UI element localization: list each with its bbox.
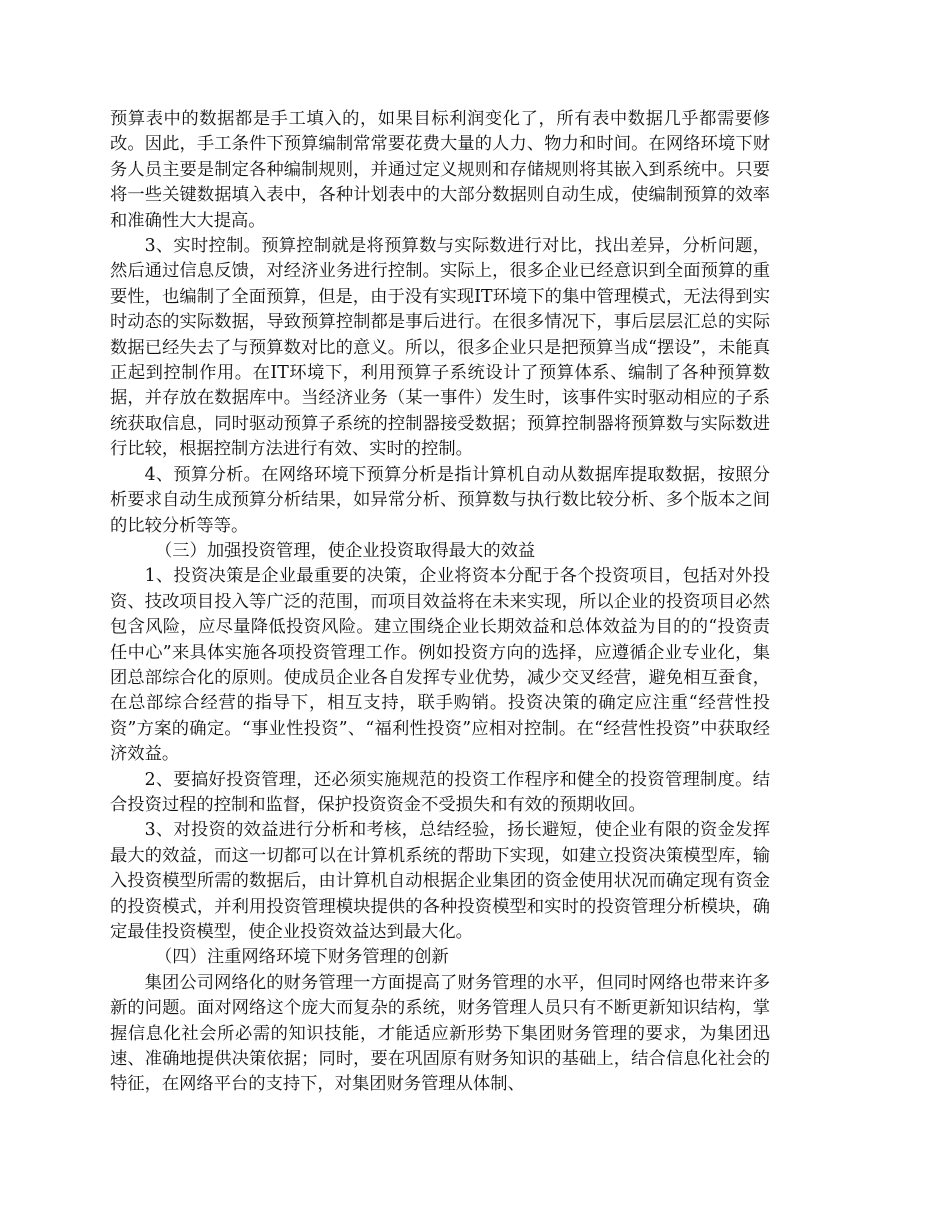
paragraph-innovation: 集团公司网络化的财务管理一方面提高了财务管理的水平，但同时网络也带来许多新的问题。面对网络这个庞大而复杂的系统，财务管理人员只有不断更新知识结构，掌握信息化社会所必需的知识技能，才能适应新形势下集团财务管理的要求，为集团迅速、准确地提供决策依据；同时，要在巩固原有财务知识的基础上，结合信息化社会的特征，在网络平台的支持下，对集团财务管理从体制、 <box>110 972 770 1095</box>
paragraph-realtime-control: 3、实时控制。预算控制就是将预算数与实际数进行对比，找出差异，分析问题，然后通过信息反馈，对经济业务进行控制。实际上，很多企业已经意识到全面预算的重要性，也编制了全面预算，但是，由于没有实现IT环境下的集中管理模式，无法得到实时动态的实际数据，导致预算控制都是事后进行。在很多情况下，事后层层汇总的实际数据已经失去了与预算数对比的意义。所以，很多企业只是把预算当成“摆设”，未能真正起到控制作用。在IT环境下，利用预算子系统设计了预算体系、编制了各种预算数据，并存放在数据库中。当经济业务（某一事件）发生时，该事件实时驱动相应的子系统获取信息，同时驱动预算子系统的控制器接受数据；预算控制器将预算数与实际数进行比较，根据控制方法进行有效、实时的控制。 <box>110 236 770 460</box>
section-heading-investment: （三）加强投资管理，使企业投资取得最大的效益 <box>154 540 536 561</box>
paragraph-investment-decision: 1、投资决策是企业最重要的决策，企业将资本分配于各个投资项目，包括对外投资、技改项目投入等广泛的范围，而项目效益将在未来实现，所以企业的投资项目必然包含风险，应尽量降低投资风险。建立围绕企业长期效益和总体效益为目的的“投资责任中心”来具体实施各项投资管理工作。例如投资方向的选择，应遵循企业专业化，集团总部综合化的原则。使成员企业各自发挥专业优势，减少交叉经营，避免相互蚕食，在总部综合经营的指导下，相互支持，联手购销。投资决策的确定应注重“经营性投资”方案的确定。“事业性投资”、“福利性投资”应相对控制。在“经营性投资”中获取经济效益。 <box>110 566 770 765</box>
paragraph-investment-management: 2、要搞好投资管理，还必须实施规范的投资工作程序和健全的投资管理制度。结合投资过程的控制和监督，保护投资资金不受损失和有效的预期收回。 <box>110 769 770 815</box>
paragraph-investment-analysis: 3、对投资的效益进行分析和考核，总结经验，扬长避短，使企业有限的资金发挥最大的效益，而这一切都可以在计算机系统的帮助下实现，如建立投资决策模型库，输入投资模型所需的数据后，由计算机自动根据企业集团的资金使用状况而确定现有资金的投资模式，并利用投资管理模块提供的各种投资模型和实时的投资管理分析模块，确定最佳投资模型，使企业投资效益达到最大化。 <box>110 820 770 942</box>
paragraph-budget-preparation: 预算表中的数据都是手工填入的，如果目标利润变化了，所有表中数据几乎都需要修改。因此，手工条件下预算编制常常要花费大量的人力、物力和时间。在网络环境下财务人员主要是制定各种编制规则，并通过定义规则和存储规则将其嵌入到系统中。只要将一些关键数据填入表中，各种计划表中的大部分数据则自动生成，使编制预算的效率和准确性大大提高。 <box>110 109 770 231</box>
document-body <box>110 107 770 1098</box>
paragraph-budget-analysis: 4、预算分析。在网络环境下预算分析是指计算机自动从数据库提取数据，按照分析要求自动生成预算分析结果，如异常分析、预算数与执行数比较分析、多个版本之间的比较分析等等。 <box>110 464 770 536</box>
section-heading-innovation: （四）注重网络环境下财务管理的创新 <box>154 947 449 968</box>
